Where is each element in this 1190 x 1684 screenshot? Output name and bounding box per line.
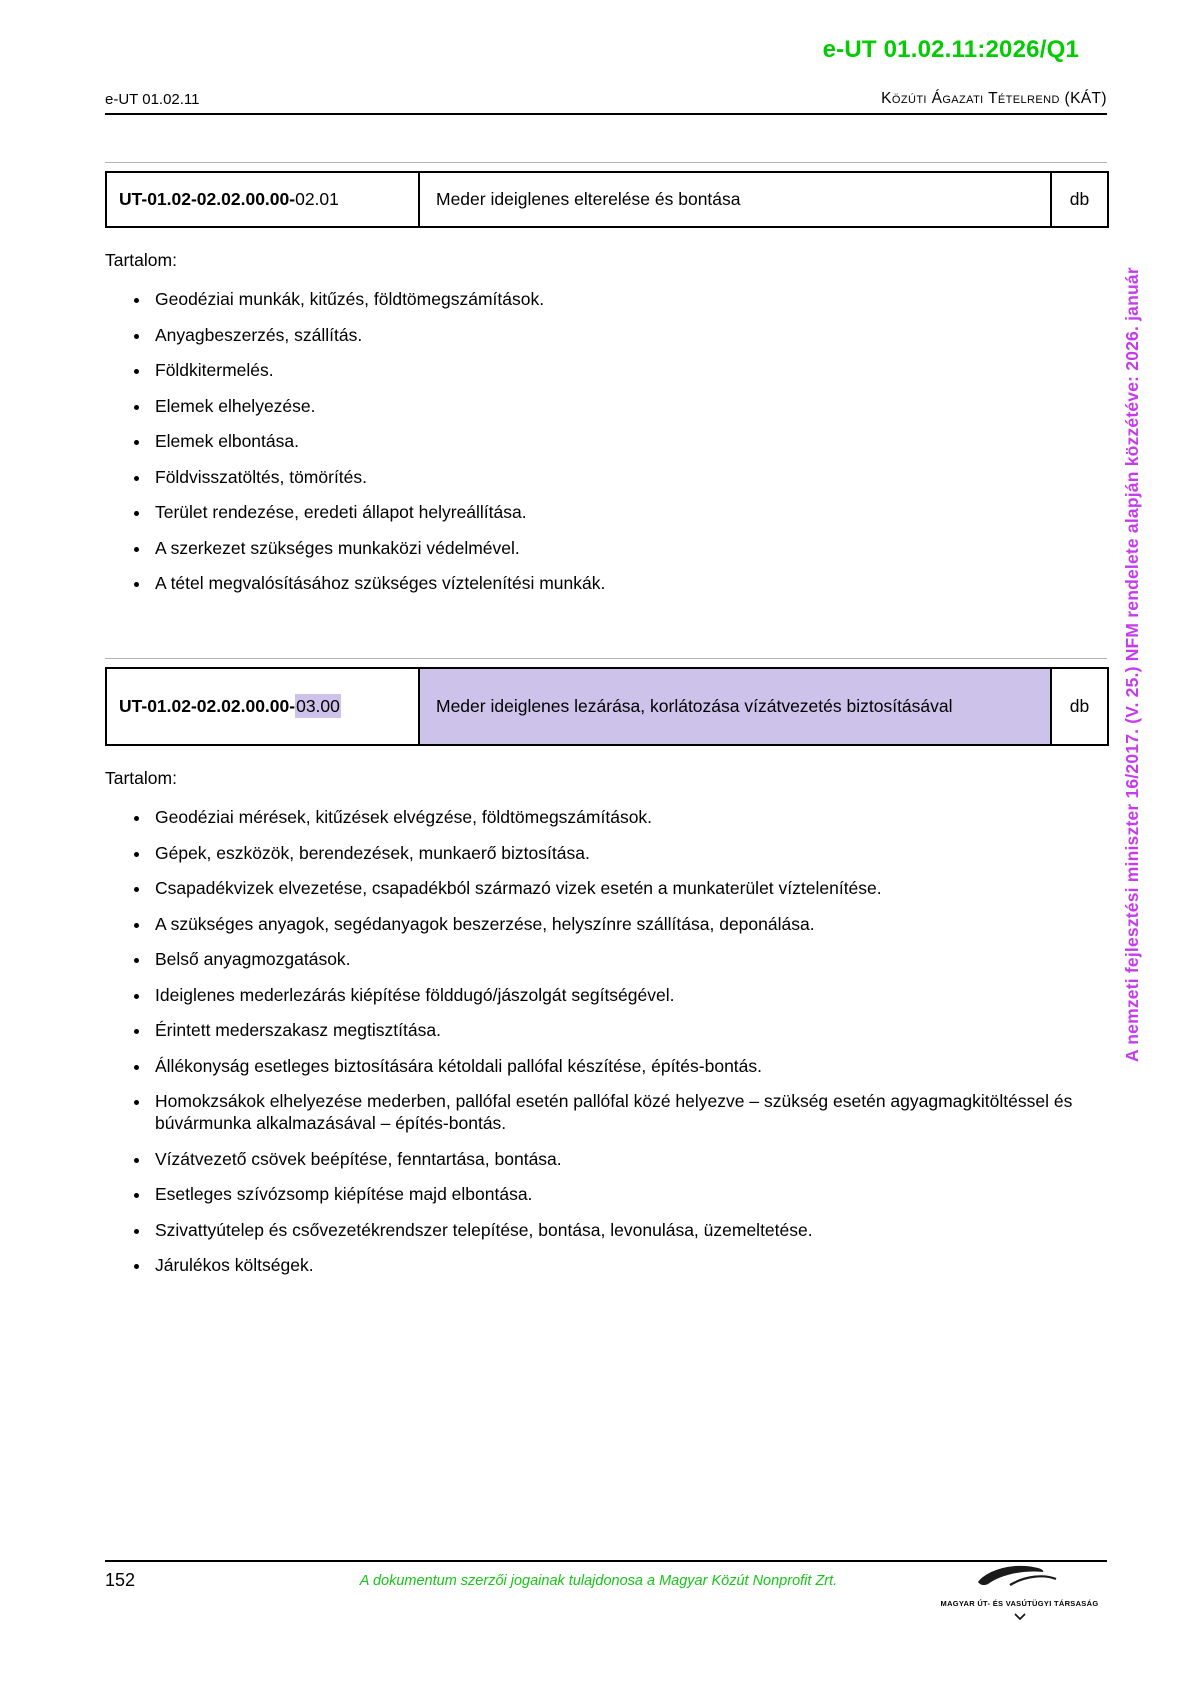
list-item: • Vízátvezető csövek beépítése, fenntartása, bontása. <box>151 1148 1107 1170</box>
road-swoosh-icon <box>940 1564 1100 1594</box>
list-item: • Csapadékvizek elvezetése, csapadékból származó vizek esetén a munkaterület víztelenítése. <box>151 877 1107 899</box>
list-item: • Esetleges szívózsomp kiépítése majd elbontása. <box>151 1183 1107 1205</box>
list-item: • Földvisszatöltés, tömörítés. <box>151 466 1107 488</box>
list-item: • Gépek, eszközök, berendezések, munkaerő biztosítása. <box>151 842 1107 864</box>
page-content <box>105 0 1107 1290</box>
list-item: • Terület rendezése, eredeti állapot helyreállítása. <box>151 501 1107 523</box>
list-item: • A tétel megvalósításához szükséges víztelenítési munkák. <box>151 572 1107 594</box>
list-item: • Szivattyútelep és csővezetékrendszer telepítése, bontása, levonulása, üzemeltetése. <box>151 1219 1107 1241</box>
tartalom-list-2 <box>105 806 1107 1276</box>
item-description-cell: Meder ideiglenes elterelése és bontása <box>419 172 1051 227</box>
list-item: • A szükséges anyagok, segédanyagok beszerzése, helyszínre szállítása, deponálása. <box>151 913 1107 935</box>
logo-text: MAGYAR ÚT- ÉS VASÚTÜGYI TÁRSASÁG <box>940 1599 1099 1608</box>
page-footer <box>105 1560 1107 1626</box>
mukt-logo <box>932 1564 1107 1626</box>
separator-line <box>105 162 1107 163</box>
item-code-prefix: UT-01.02-02.02.00.00- <box>119 189 296 209</box>
item-table-03-00 <box>105 667 1109 746</box>
tartalom-label: Tartalom: <box>105 768 177 788</box>
list-item: • Elemek elbontása. <box>151 430 1107 452</box>
list-item: • Érintett mederszakasz megtisztítása. <box>151 1019 1107 1041</box>
logo-arrow-icon <box>1013 1613 1027 1621</box>
side-publication-note: A nemzeti fejlesztési miniszter 16/2017. (V. 25.) NFM rendelete alapján közzétéve: 2026. január <box>1122 267 1142 1062</box>
list-item: • Állékonyság esetleges biztosítására kétoldali pallófal készítése, építés-bontás. <box>151 1055 1107 1077</box>
copyright-notice: A dokumentum szerzői jogainak tulajdonosa a Magyar Közút Nonprofit Zrt. <box>359 1573 838 1589</box>
list-item: • Homokzsákok elhelyezése mederben, pallófal esetén pallófal közé helyezve – szükség esetén agyagmagkitöltéssel és búvármunka alkalmazásával – építés-bontás. <box>151 1090 1107 1134</box>
list-item: • A szerkezet szükséges munkaközi védelmével. <box>151 537 1107 559</box>
item-code-suffix-highlighted: 03.00 <box>296 696 340 716</box>
list-item: • Geodéziai munkák, kitűzés, földtömegszámítások. <box>151 288 1107 310</box>
list-item: • Anyagbeszerzés, szállítás. <box>151 324 1107 346</box>
item-unit-cell: db <box>1051 172 1108 227</box>
list-item: • Ideiglenes mederlezárás kiépítése földdugó/jászolgát segítségével. <box>151 984 1107 1006</box>
list-item: • Belső anyagmozgatások. <box>151 948 1107 970</box>
item-code-cell <box>106 668 419 745</box>
item-table-02-01 <box>105 171 1109 228</box>
list-item: • Elemek elhelyezése. <box>151 395 1107 417</box>
document-code-header: e-UT 01.02.11:2026/Q1 <box>822 36 1079 63</box>
list-item: • Földkitermelés. <box>151 359 1107 381</box>
list-item: • Járulékos költségek. <box>151 1254 1107 1276</box>
tartalom-label: Tartalom: <box>105 250 177 270</box>
page-header <box>105 90 1107 115</box>
item-description-cell-highlighted: Meder ideiglenes lezárása, korlátozása vízátvezetés biztosításával <box>419 668 1051 745</box>
list-item: • Geodéziai mérések, kitűzések elvégzése, földtömegszámítások. <box>151 806 1107 828</box>
separator-line <box>105 658 1107 659</box>
item-code-cell <box>106 172 419 227</box>
tartalom-list-1 <box>105 288 1107 594</box>
page-number: 152 <box>105 1570 136 1590</box>
item-code-prefix: UT-01.02-02.02.00.00- <box>119 696 296 716</box>
table-row <box>106 668 1108 745</box>
header-doc-title: Közúti Ágazati Tételrend (KÁT) <box>881 90 1107 107</box>
item-code-suffix: 02.01 <box>295 189 339 209</box>
item-unit-cell: db <box>1051 668 1108 745</box>
header-doc-id: e-UT 01.02.11 <box>105 91 200 108</box>
table-row <box>106 172 1108 227</box>
